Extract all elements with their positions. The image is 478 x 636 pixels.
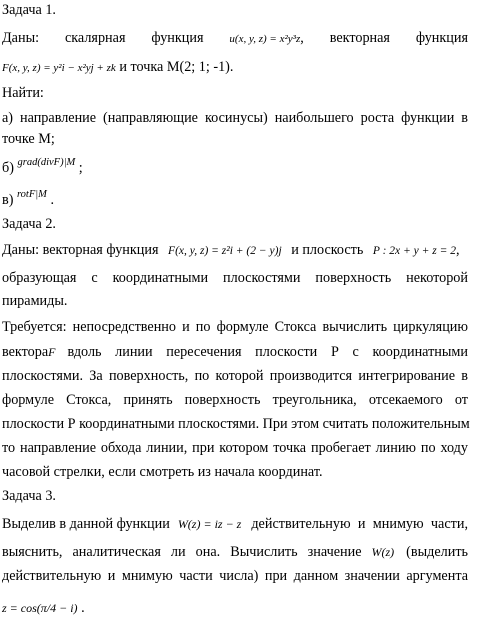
F-formula: F(x, y, z) = y²i − x²yj + zk (2, 62, 116, 74)
function-word: функция (151, 30, 204, 46)
find-label: Найти: (2, 85, 44, 101)
task2-line9: то направление обхода линии, при котором точка пробегает линию по ходу (2, 440, 468, 456)
z-formula: z = cos(π/4 − i) (2, 601, 78, 615)
task2-line8: плоскости Р координатными плоскостями. При этом считать положительным (2, 416, 470, 432)
task3-line2: выяснить, аналитическая ли она. Вычислить значение W(z) (выделить (2, 544, 468, 560)
task2-line3: пирамиды. (2, 293, 68, 309)
task3-z-line: z = cos(π/4 − i) . (2, 600, 85, 616)
task2-line10: часовой стрелки, если смотреть из начала координат. (2, 464, 323, 480)
task3-title: Задача 3. (2, 488, 56, 504)
W-formula: W(z) = iz − z (177, 517, 242, 531)
task1-F-line (2, 59, 233, 76)
vector-word: векторная (329, 30, 390, 46)
item-b: б) $^{grad(divF)|M}$ ; (2, 157, 83, 176)
task2-line1: Даны: векторная функция F(x, y, z) = z²i + (2 − y)j и плоскость P : 2x + y + z = 2, (2, 242, 460, 258)
function-word-2: функция (415, 30, 468, 46)
task3-line3: действительную и мнимую части числа) при данном значении аргумента (2, 568, 468, 584)
task2-line7: формуле Стокса, принять поверхность треугольника, отсекаемого от (2, 392, 468, 408)
task2-line5: вектора F вдоль линии пересечения плоскости Р с координатными (2, 344, 468, 360)
task3-line1: Выделив в данной функции W(z) = iz − z действительную и мнимую части, (2, 516, 468, 532)
plane-formula: P : 2x + y + z = 2 (372, 245, 457, 257)
item-c: в) $^{rotF|M}$ . (2, 189, 54, 208)
scalar-word: скалярная (64, 30, 126, 46)
F2-formula: F(x, y, z) = z²i + (2 − y)j (168, 245, 282, 257)
item-a-line1: а) направление (направляющие косинусы) наибольшего роста функции в (2, 110, 468, 126)
grad-div-formula: grad(divF)|M (17, 157, 76, 168)
W-short: W(z) (371, 545, 395, 559)
task2-line6: плоскостями. За поверхность, по которой производится интегрирование в (2, 368, 468, 384)
task1-given-line: Даны: скалярная функция u(x, y, z) = x²y³z, векторная функция (2, 30, 468, 46)
u-formula: u(x, y, z) = x²y³z (229, 33, 301, 45)
rot-formula: rotF|M (16, 189, 47, 200)
task2-line4: Требуется: непосредственно и по формуле Стокса вычислить циркуляцию (2, 319, 468, 335)
point-text: и точка М(2; 1; -1). (119, 59, 234, 75)
item-a-line2: точке М; (2, 131, 55, 147)
task1-title: Задача 1. (2, 2, 56, 18)
task2-line2: образующая с координатными плоскостями поверхность некоторой (2, 270, 468, 286)
given-label: Даны: (2, 30, 40, 46)
task2-title: Задача 2. (2, 216, 56, 232)
F-vector-symbol: F (48, 345, 56, 359)
